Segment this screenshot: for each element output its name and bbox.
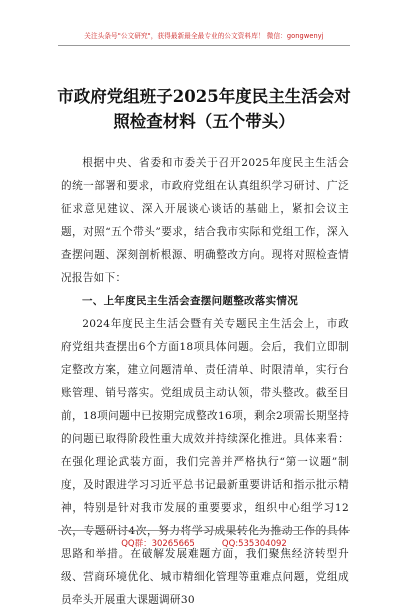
header-divider xyxy=(58,45,350,46)
section-paragraph: 2024年度民主生活会暨有关专题民主生活会上，市政府党组共查摆出6个方面18项具体问题。会后，我们立即制定整改方案，建立问题清单、责任清单、时限清单，实行台账管理、销号落实。党组成员主动认领，带头整改。截至目前，18项问题中已按期完成整改16项，剩余2项需长期坚持的问题已取得阶段性重大成效并持续深化推进。具体来看：在强化理论武装方面，我们完善并严格执行“第一议题”制度，及时跟进学习习近平总书记最新重要讲话和指示批示精神，特别是针对我市发展的重要要求，组织中心组学习12次，专题研讨4次，努力将学习成果转化为推动工作的具体思路和举措。在破解发展难题方面，我们聚焦经济转型升级、营商环境优化、城市精细化管理等重难点问题，党组成员牵头开展重大课题调研30 xyxy=(61,318,349,606)
footer-divider xyxy=(58,530,350,531)
section-heading: 一、上年度民主生活会查摆问题整改落实情况 xyxy=(82,295,298,307)
footer-qq-group: QQ群：30265665 xyxy=(121,539,195,549)
title-line-1: 市政府党组班子2025年度民主生活会对 xyxy=(57,87,351,106)
intro-paragraph: 根据中央、省委和市委关于召开2025年度民主生活会的统一部署和要求，市政府党组在认真组织学习研讨、广泛征求意见建议、深入开展谈心谈话的基础上，紧扣会议主题，对照“五个带头”要求，结合我市实际和党组工作，深入查摆问题、深刻剖析根源、明确整改方向。现将对照检查情况报告如下： xyxy=(61,157,349,284)
header-note: 关注头条号"公文研究"，获得最新最全最专业的公文资料库！ 微信：gongwenyj xyxy=(84,32,324,40)
document-title xyxy=(40,84,368,134)
title-line-2: 照检查材料（五个带头） xyxy=(113,112,295,131)
footer-qq: QQ:535304092 xyxy=(221,539,287,549)
footer xyxy=(0,537,408,549)
